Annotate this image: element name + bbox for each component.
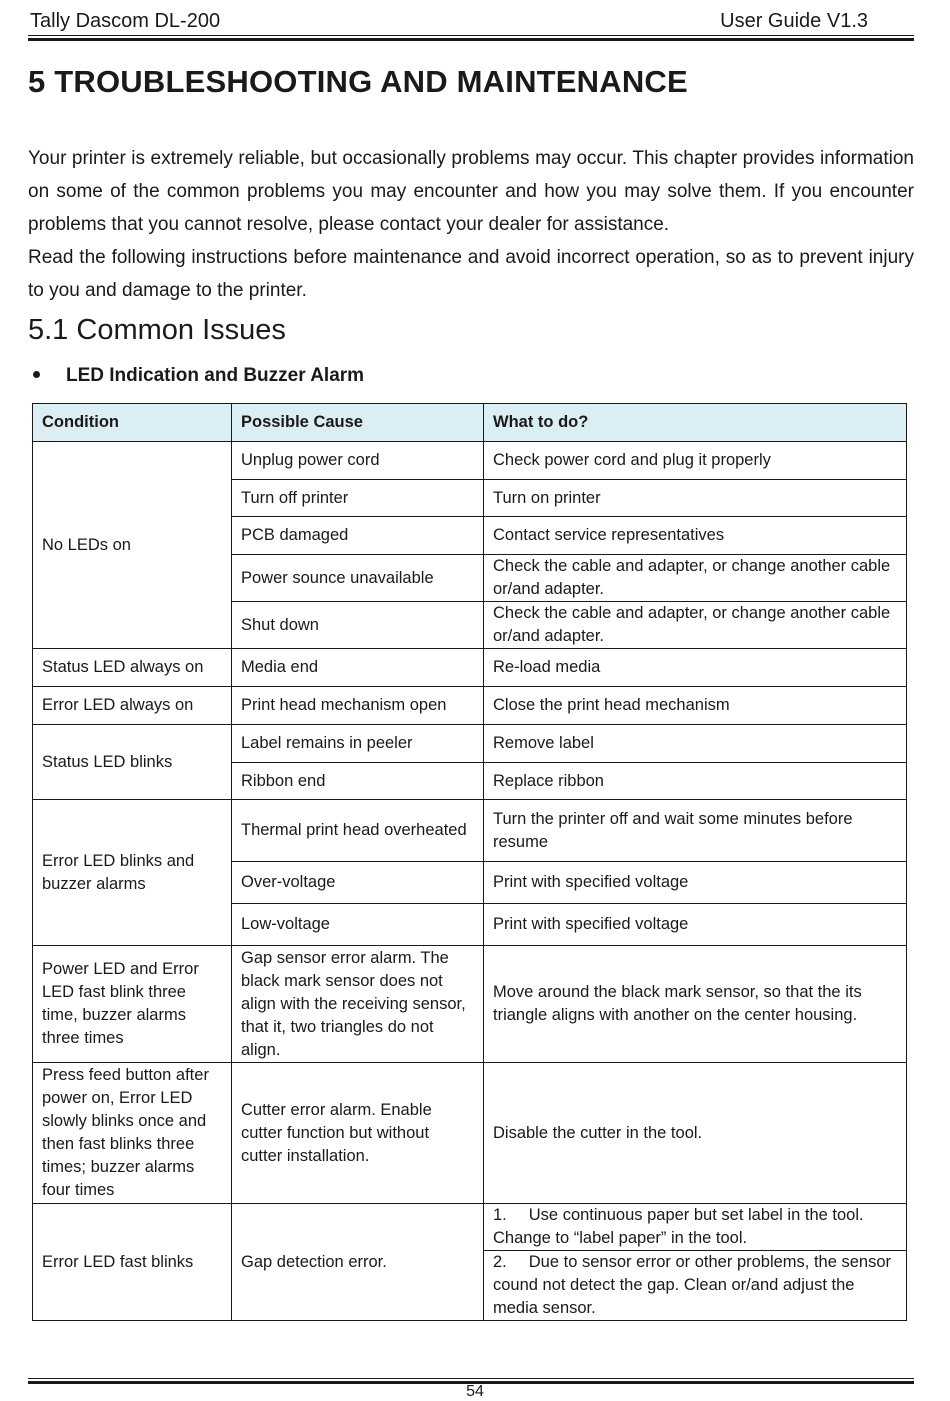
action-cell: Move around the black mark sensor, so that the its triangle aligns with another on the center housing. xyxy=(484,946,907,1063)
intro-paragraph-1: Your printer is extremely reliable, but occasionally problems may occur. This chapter provides information on some of the common problems you may encounter and how you may solve them. If you encounter problems that you cannot resolve, please contact your dealer for assistance. xyxy=(28,148,914,235)
condition-cell: Press feed button after power on, Error LED slowly blinks once and then fast blinks three times; buzzer alarms four times xyxy=(33,1063,232,1204)
table-row xyxy=(33,725,907,763)
intro-text xyxy=(28,142,914,307)
action-cell xyxy=(484,1251,907,1321)
action-text: Use continuous paper but set label in the tool. Change to “label paper” in the tool. xyxy=(493,1206,864,1247)
header-rule-thick xyxy=(28,38,914,41)
table-row xyxy=(33,1063,907,1204)
cause-cell: PCB damaged xyxy=(232,517,484,555)
table-row xyxy=(33,1204,907,1251)
action-cell: Print with specified voltage xyxy=(484,862,907,904)
table-row xyxy=(33,649,907,687)
condition-cell: Error LED fast blinks xyxy=(33,1204,232,1321)
page-header xyxy=(30,8,914,34)
condition-cell: Status LED blinks xyxy=(33,725,232,800)
section-title: 5.1 Common Issues xyxy=(28,314,286,346)
header-possible-cause: Possible Cause xyxy=(232,404,484,442)
action-cell: Remove label xyxy=(484,725,907,763)
bullet-heading xyxy=(28,365,364,387)
bullet-text: LED Indication and Buzzer Alarm xyxy=(66,365,365,386)
table-row xyxy=(33,442,907,480)
action-cell: Check power cord and plug it properly xyxy=(484,442,907,480)
header-guide-version: User Guide V1.3 xyxy=(720,10,868,32)
cause-cell: Label remains in peeler xyxy=(232,725,484,763)
cause-cell: Print head mechanism open xyxy=(232,687,484,725)
table-row xyxy=(33,946,907,1063)
action-cell: Close the print head mechanism xyxy=(484,687,907,725)
cause-cell: Media end xyxy=(232,649,484,687)
intro-paragraph-2: Read the following instructions before maintenance and avoid incorrect operation, so as to prevent injury to you and damage to the printer. xyxy=(28,247,914,301)
footer-rule-thin xyxy=(28,1378,914,1379)
cause-cell: Turn off printer xyxy=(232,480,484,517)
cause-cell: Over-voltage xyxy=(232,862,484,904)
cause-cell: Cutter error alarm. Enable cutter function but without cutter installation. xyxy=(232,1063,484,1204)
condition-cell: Error LED blinks and buzzer alarms xyxy=(33,800,232,946)
cause-cell: Shut down xyxy=(232,602,484,649)
cause-cell: Power sounce unavailable xyxy=(232,555,484,602)
cause-cell: Unplug power cord xyxy=(232,442,484,480)
table-row xyxy=(33,800,907,862)
action-cell: Replace ribbon xyxy=(484,763,907,800)
condition-cell: Error LED always on xyxy=(33,687,232,725)
action-number: 2. xyxy=(493,1253,507,1271)
action-cell: Print with specified voltage xyxy=(484,904,907,946)
condition-cell: Status LED always on xyxy=(33,649,232,687)
action-cell: Turn on printer xyxy=(484,480,907,517)
table-row xyxy=(33,687,907,725)
header-rule-thin xyxy=(28,35,914,36)
cause-cell: Ribbon end xyxy=(232,763,484,800)
bullet-dot-icon xyxy=(33,371,40,378)
led-buzzer-table xyxy=(32,403,907,1321)
action-cell: Contact service representatives xyxy=(484,517,907,555)
page-number: 54 xyxy=(466,1383,484,1400)
condition-cell: Power LED and Error LED fast blink three time, buzzer alarms three times xyxy=(33,946,232,1063)
header-what-to-do: What to do? xyxy=(484,404,907,442)
header-condition: Condition xyxy=(33,404,232,442)
chapter-title: 5 TROUBLESHOOTING AND MAINTENANCE xyxy=(28,64,688,99)
table-header-row xyxy=(33,404,907,442)
action-cell: Re-load media xyxy=(484,649,907,687)
cause-cell: Thermal print head overheated xyxy=(232,800,484,862)
cause-cell: Low-voltage xyxy=(232,904,484,946)
cause-cell: Gap sensor error alarm. The black mark sensor does not align with the receiving sensor, that it, two triangles do not align. xyxy=(232,946,484,1063)
action-cell: Turn the printer off and wait some minutes before resume xyxy=(484,800,907,862)
action-cell: Check the cable and adapter, or change another cable or/and adapter. xyxy=(484,602,907,649)
condition-cell: No LEDs on xyxy=(33,442,232,649)
action-cell: Disable the cutter in the tool. xyxy=(484,1063,907,1204)
action-number: 1. xyxy=(493,1206,507,1224)
action-text: Due to sensor error or other problems, the sensor cound not detect the gap. Clean or/and adjust the media sensor. xyxy=(493,1253,892,1317)
action-cell xyxy=(484,1204,907,1251)
header-product: Tally Dascom DL-200 xyxy=(30,10,221,32)
cause-cell: Gap detection error. xyxy=(232,1204,484,1321)
action-cell: Check the cable and adapter, or change another cable or/and adapter. xyxy=(484,555,907,602)
